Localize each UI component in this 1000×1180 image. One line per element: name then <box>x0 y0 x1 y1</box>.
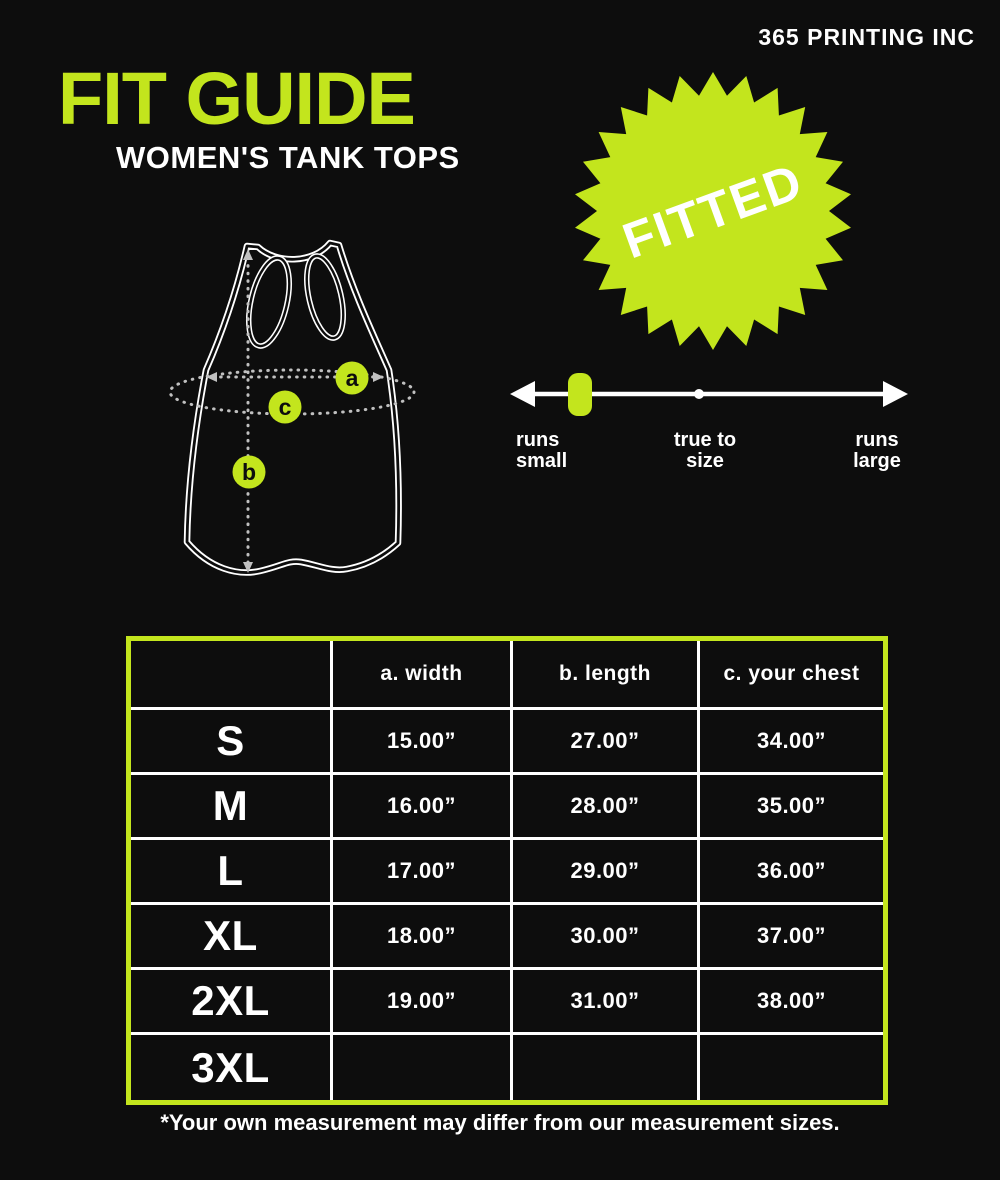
tank-top-diagram <box>150 225 440 595</box>
chest-value: 35.00” <box>700 775 883 840</box>
length-value: 31.00” <box>513 970 700 1035</box>
page-title: FIT GUIDE <box>58 57 415 140</box>
length-value <box>513 1035 700 1100</box>
marker-b-label: b <box>241 459 257 485</box>
fitted-badge-label: FITTED <box>615 152 811 270</box>
width-value: 18.00” <box>333 905 513 970</box>
scale-arrow-right-icon <box>883 381 908 407</box>
length-value: 28.00” <box>513 775 700 840</box>
size-label: 2XL <box>131 970 333 1035</box>
page-subtitle: WOMEN'S TANK TOPS <box>116 140 460 175</box>
fit-scale <box>495 350 925 430</box>
width-value: 15.00” <box>333 710 513 775</box>
chest-value: 36.00” <box>700 840 883 905</box>
size-label: XL <box>131 905 333 970</box>
size-table <box>126 636 888 1105</box>
size-label: M <box>131 775 333 840</box>
table-header-length: b. length <box>513 641 700 710</box>
table-header-chest: c. your chest <box>700 641 883 710</box>
width-value: 17.00” <box>333 840 513 905</box>
fit-scale-arrow <box>495 350 925 430</box>
table-header-width: a. width <box>333 641 513 710</box>
tank-top-illustration <box>150 225 440 595</box>
table-header-empty <box>131 641 333 710</box>
chest-value: 34.00” <box>700 710 883 775</box>
scale-arrow-left-icon <box>510 381 535 407</box>
chest-value: 38.00” <box>700 970 883 1035</box>
size-label: S <box>131 710 333 775</box>
width-value: 16.00” <box>333 775 513 840</box>
scale-label-runs-large: runs large <box>853 429 901 472</box>
true-to-size-dot <box>694 389 704 399</box>
chest-value: 37.00” <box>700 905 883 970</box>
marker-c-label: c <box>278 394 292 420</box>
size-label: L <box>131 840 333 905</box>
fitted-badge <box>573 71 853 351</box>
measurement-disclaimer: *Your own measurement may differ from our measurement sizes. <box>160 1110 840 1135</box>
fit-position-marker <box>568 373 592 416</box>
scale-label-runs-small: runs small <box>516 429 568 472</box>
length-value: 30.00” <box>513 905 700 970</box>
length-value: 27.00” <box>513 710 700 775</box>
brand-name: 365 PRINTING INC <box>758 24 975 50</box>
chest-value <box>700 1035 883 1100</box>
width-value: 19.00” <box>333 970 513 1035</box>
marker-a-label: a <box>345 365 359 391</box>
scale-label-true-to-size: true to size <box>673 429 737 472</box>
length-value: 29.00” <box>513 840 700 905</box>
width-value <box>333 1035 513 1100</box>
size-label: 3XL <box>131 1035 333 1100</box>
